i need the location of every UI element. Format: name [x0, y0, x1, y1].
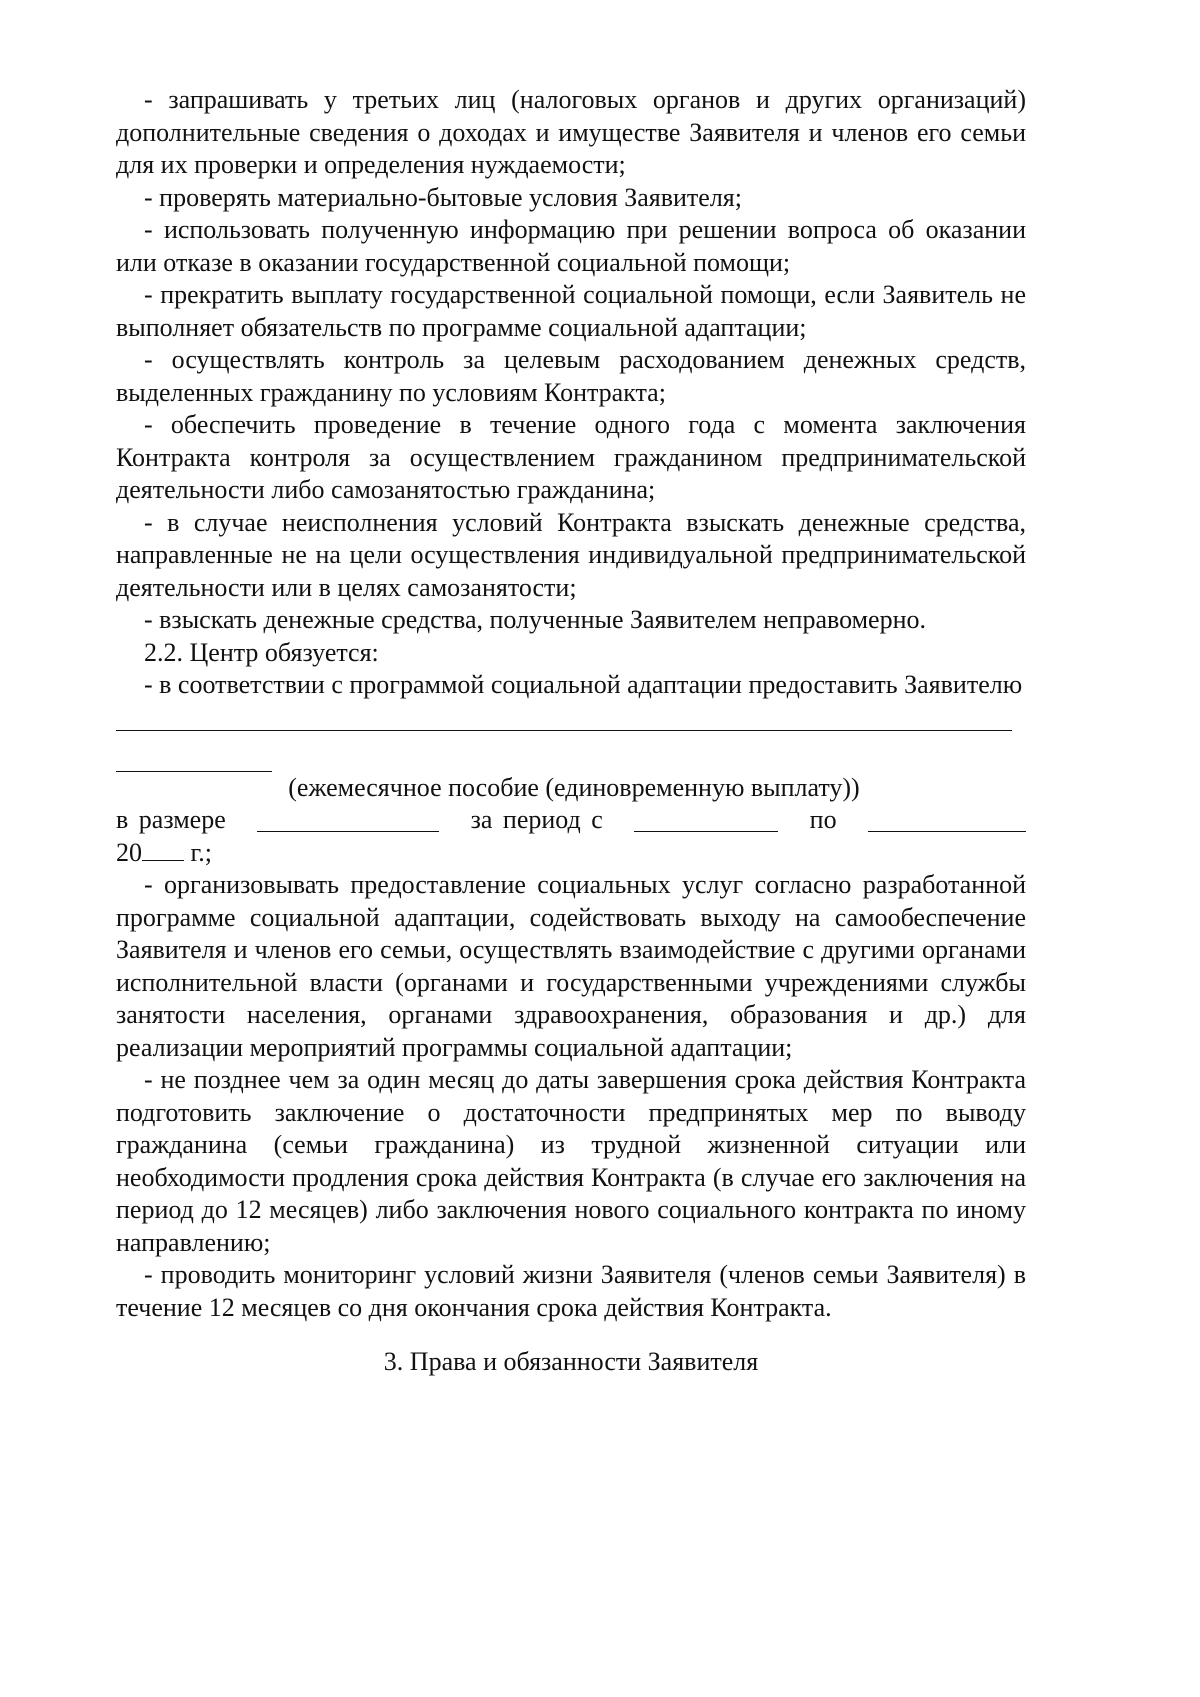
in-amount-label: в размере	[116, 805, 226, 834]
amount-blank	[257, 807, 439, 832]
paragraph-control-spending: - осуществлять контроль за целевым расходованием денежных средств, выделенных гражданину по условиям Контракта;	[116, 345, 1026, 407]
benefit-type-caption: (ежемесячное пособие (единовременную выплату))	[288, 772, 860, 802]
period-from-label: за период с	[470, 805, 603, 834]
paragraph-use-information: - использовать полученную информацию при решении вопроса об оказании или отказе в оказании государственной социальной помощи;	[116, 215, 1026, 277]
document-page	[116, 84, 1026, 1379]
year-prefix: 20	[116, 837, 142, 867]
paragraph-stop-payment: - прекратить выплату государственной социальной помощи, если Заявитель не выполняет обязательств по программе социальной адаптации;	[116, 280, 1026, 342]
year-line	[116, 837, 1026, 870]
paragraph-request-third-parties: - запрашивать у третьих лиц (налоговых органов и других организаций) дополнительные сведения о доходах и имуществе Заявителя и членов его семьи для их проверки и определения нуждаемости;	[116, 85, 1026, 179]
paragraph-provide-to-applicant: - в соответствии с программой социальной адаптации предоставить Заявителю	[144, 670, 1023, 699]
section-heading-applicant-rights: 3. Права и обязанности Заявителя	[383, 1347, 759, 1376]
paragraph-monitoring: - проводить мониторинг условий жизни Заявителя (членов семьи Заявителя) в течение 12 месяцев со дня окончания срока действия Контракта.	[116, 1260, 1026, 1322]
paragraph-prepare-conclusion: - не позднее чем за один месяц до даты завершения срока действия Контракта подготовить заключение о достаточности предпринятых мер по выводу гражданина (семьи гражданина) из трудной жизненной ситуации или необходимости продления срока действия Контракта (в случае его заключения на период до 12 месяцев) либо заключения нового социального контракта по иному направлению;	[116, 1065, 1026, 1257]
paragraph-recover-funds-unlawful: - взыскать денежные средства, полученные Заявителем неправомерно.	[144, 605, 926, 634]
paragraph-recover-funds-misuse: - в случае неисполнения условий Контракта взыскать денежные средства, направленные не на цели осуществления индивидуальной предпринимательской деятельности или в целях самозанятости;	[116, 507, 1026, 602]
period-to-blank	[868, 807, 1026, 832]
period-from-blank	[634, 807, 778, 832]
amount-period-line	[116, 804, 1026, 837]
paragraph-control-entrepreneurship: - обеспечить проведение в течение одного года с момента заключения Контракта контроля за осуществлением гражданином предпринимательской деятельности либо самозанятостью гражданина;	[116, 410, 1026, 504]
paragraph-organize-services: - организовывать предоставление социальных услуг согласно разработанной программе социальной адаптации, содействовать выходу на самообеспечение Заявителя и членов его семьи, осуществлять взаимодействие с другими органами исполнительной власти (органами и государственными учреждениями службы занятости населения, органами здравоохранения, образования и др.) для реализации мероприятий программы социальной адаптации;	[116, 870, 1026, 1062]
paragraph-check-living-conditions: - проверять материально-бытовые условия Заявителя;	[144, 182, 742, 212]
clause-heading-center-obligations: 2.2. Центр обязуется:	[144, 637, 379, 667]
year-suffix: г.;	[190, 837, 212, 867]
period-to-label: по	[809, 805, 837, 834]
blank-line-benefit-type	[116, 730, 1012, 731]
year-blank	[142, 838, 184, 861]
